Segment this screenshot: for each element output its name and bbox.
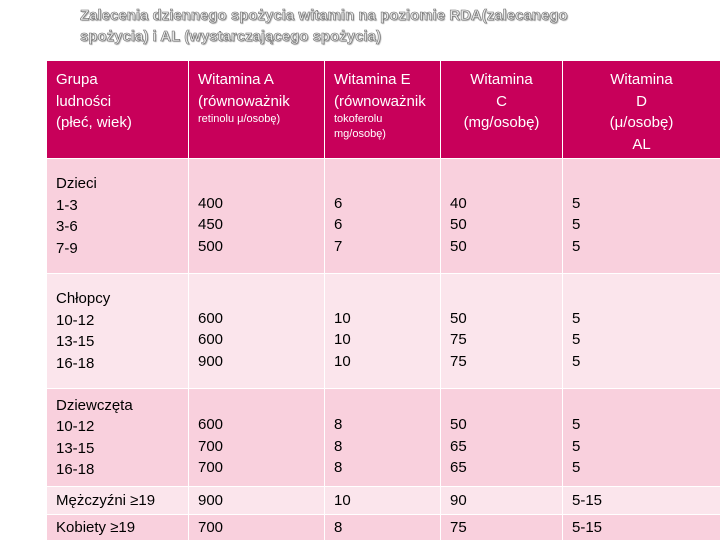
header-vitamin-a-unit: retinolu μ/osobę) (198, 112, 324, 127)
value: 500 (198, 236, 324, 258)
header-vitamin-d-line: D (563, 91, 720, 113)
header-vitamin-e-unit: tokoferolu (334, 112, 440, 127)
value: 40 (450, 193, 562, 215)
value: 5 (572, 414, 720, 436)
value: 6 (334, 214, 440, 236)
value: 5 (572, 329, 720, 351)
value: 7 (334, 236, 440, 258)
table-row (47, 389, 720, 487)
value: 600 (198, 308, 324, 330)
vitamin-a-cell (189, 487, 325, 515)
value: 5 (572, 193, 720, 215)
table-row (47, 487, 720, 515)
group-age: 3-6 (56, 216, 188, 238)
vitamin-d-cell (563, 389, 720, 487)
value: 10 (334, 308, 440, 330)
value: 5 (572, 308, 720, 330)
header-vitamin-a (189, 61, 325, 159)
group-cell (47, 159, 189, 274)
vitamin-e-cell (325, 487, 441, 515)
value: 10 (334, 490, 440, 512)
table-row (47, 515, 720, 541)
vitamin-a-cell (189, 389, 325, 487)
vitamin-e-cell (325, 515, 441, 541)
value: 50 (450, 414, 562, 436)
group-cell (47, 389, 189, 487)
value: 5 (572, 436, 720, 458)
group-age: 13-15 (56, 331, 188, 353)
header-vitamin-e-unit: (równoważnik (334, 91, 440, 113)
vitamin-a-cell (189, 515, 325, 541)
header-vitamin-d-line: Witamina (563, 69, 720, 91)
header-vitamin-e-unit: mg/osobę) (334, 127, 440, 142)
vitamin-e-cell (325, 274, 441, 389)
value: 5 (572, 214, 720, 236)
value: 6 (334, 193, 440, 215)
value: 5-15 (572, 490, 720, 512)
value: 5 (572, 457, 720, 479)
header-vitamin-e-name: Witamina E (334, 69, 440, 91)
value: 75 (450, 329, 562, 351)
value: 5 (572, 236, 720, 258)
title-line-2: spożycia) i AL (wystarczającego spożycia) (80, 26, 700, 47)
header-vitamin-c-line: (mg/osobę) (441, 112, 562, 134)
header-vitamin-d (563, 61, 720, 159)
vitamin-table (46, 60, 720, 541)
value: 75 (450, 517, 562, 539)
value: 65 (450, 457, 562, 479)
value: 10 (334, 351, 440, 373)
header-vitamin-c-line: Witamina (441, 69, 562, 91)
vitamin-d-cell (563, 274, 720, 389)
header-vitamin-a-name: Witamina A (198, 69, 324, 91)
group-age: 10-12 (56, 310, 188, 332)
table-header-row (47, 61, 720, 159)
header-group-line: (płeć, wiek) (56, 112, 188, 134)
header-vitamin-d-line: (μ/osobę) (563, 112, 720, 134)
group-cell (47, 274, 189, 389)
vitamin-d-cell (563, 515, 720, 541)
group-label: Kobiety ≥19 (56, 517, 188, 539)
vitamin-e-cell (325, 389, 441, 487)
header-group-line: Grupa (56, 69, 188, 91)
value: 700 (198, 517, 324, 539)
header-vitamin-e (325, 61, 441, 159)
header-vitamin-c-line: C (441, 91, 562, 113)
slide-title (80, 5, 700, 47)
vitamin-d-cell (563, 159, 720, 274)
table-row (47, 159, 720, 274)
vitamin-c-cell (441, 274, 563, 389)
group-label: Chłopcy (56, 288, 188, 310)
group-cell (47, 515, 189, 541)
header-vitamin-d-line: AL (563, 134, 720, 156)
value: 700 (198, 436, 324, 458)
value: 75 (450, 351, 562, 373)
value: 600 (198, 414, 324, 436)
group-age: 7-9 (56, 238, 188, 260)
group-age: 13-15 (56, 438, 188, 460)
value: 700 (198, 457, 324, 479)
vitamin-e-cell (325, 159, 441, 274)
value: 8 (334, 414, 440, 436)
group-cell (47, 487, 189, 515)
vitamin-c-cell (441, 389, 563, 487)
value: 400 (198, 193, 324, 215)
value: 8 (334, 436, 440, 458)
title-line-1: Zalecenia dziennego spożycia witamin na poziomie RDA(zalecanego (80, 5, 700, 26)
value: 8 (334, 517, 440, 539)
group-age: 16-18 (56, 459, 188, 481)
group-age: 16-18 (56, 353, 188, 375)
group-label: Dziewczęta (56, 395, 188, 417)
header-group (47, 61, 189, 159)
value: 50 (450, 308, 562, 330)
value: 8 (334, 457, 440, 479)
group-age: 1-3 (56, 195, 188, 217)
group-label: Dzieci (56, 173, 188, 195)
vitamin-c-cell (441, 159, 563, 274)
group-label: Mężczyźni ≥19 (56, 490, 188, 512)
vitamin-c-cell (441, 487, 563, 515)
value: 50 (450, 214, 562, 236)
value: 5 (572, 351, 720, 373)
value: 50 (450, 236, 562, 258)
value: 900 (198, 351, 324, 373)
value: 10 (334, 329, 440, 351)
vitamin-a-cell (189, 274, 325, 389)
header-vitamin-c (441, 61, 563, 159)
vitamin-d-cell (563, 487, 720, 515)
value: 5-15 (572, 517, 720, 539)
value: 450 (198, 214, 324, 236)
value: 65 (450, 436, 562, 458)
value: 90 (450, 490, 562, 512)
table-row (47, 274, 720, 389)
vitamin-a-cell (189, 159, 325, 274)
value: 600 (198, 329, 324, 351)
group-age: 10-12 (56, 416, 188, 438)
value: 900 (198, 490, 324, 512)
header-vitamin-a-unit: (równoważnik (198, 91, 324, 113)
header-group-line: ludności (56, 91, 188, 113)
vitamin-c-cell (441, 515, 563, 541)
